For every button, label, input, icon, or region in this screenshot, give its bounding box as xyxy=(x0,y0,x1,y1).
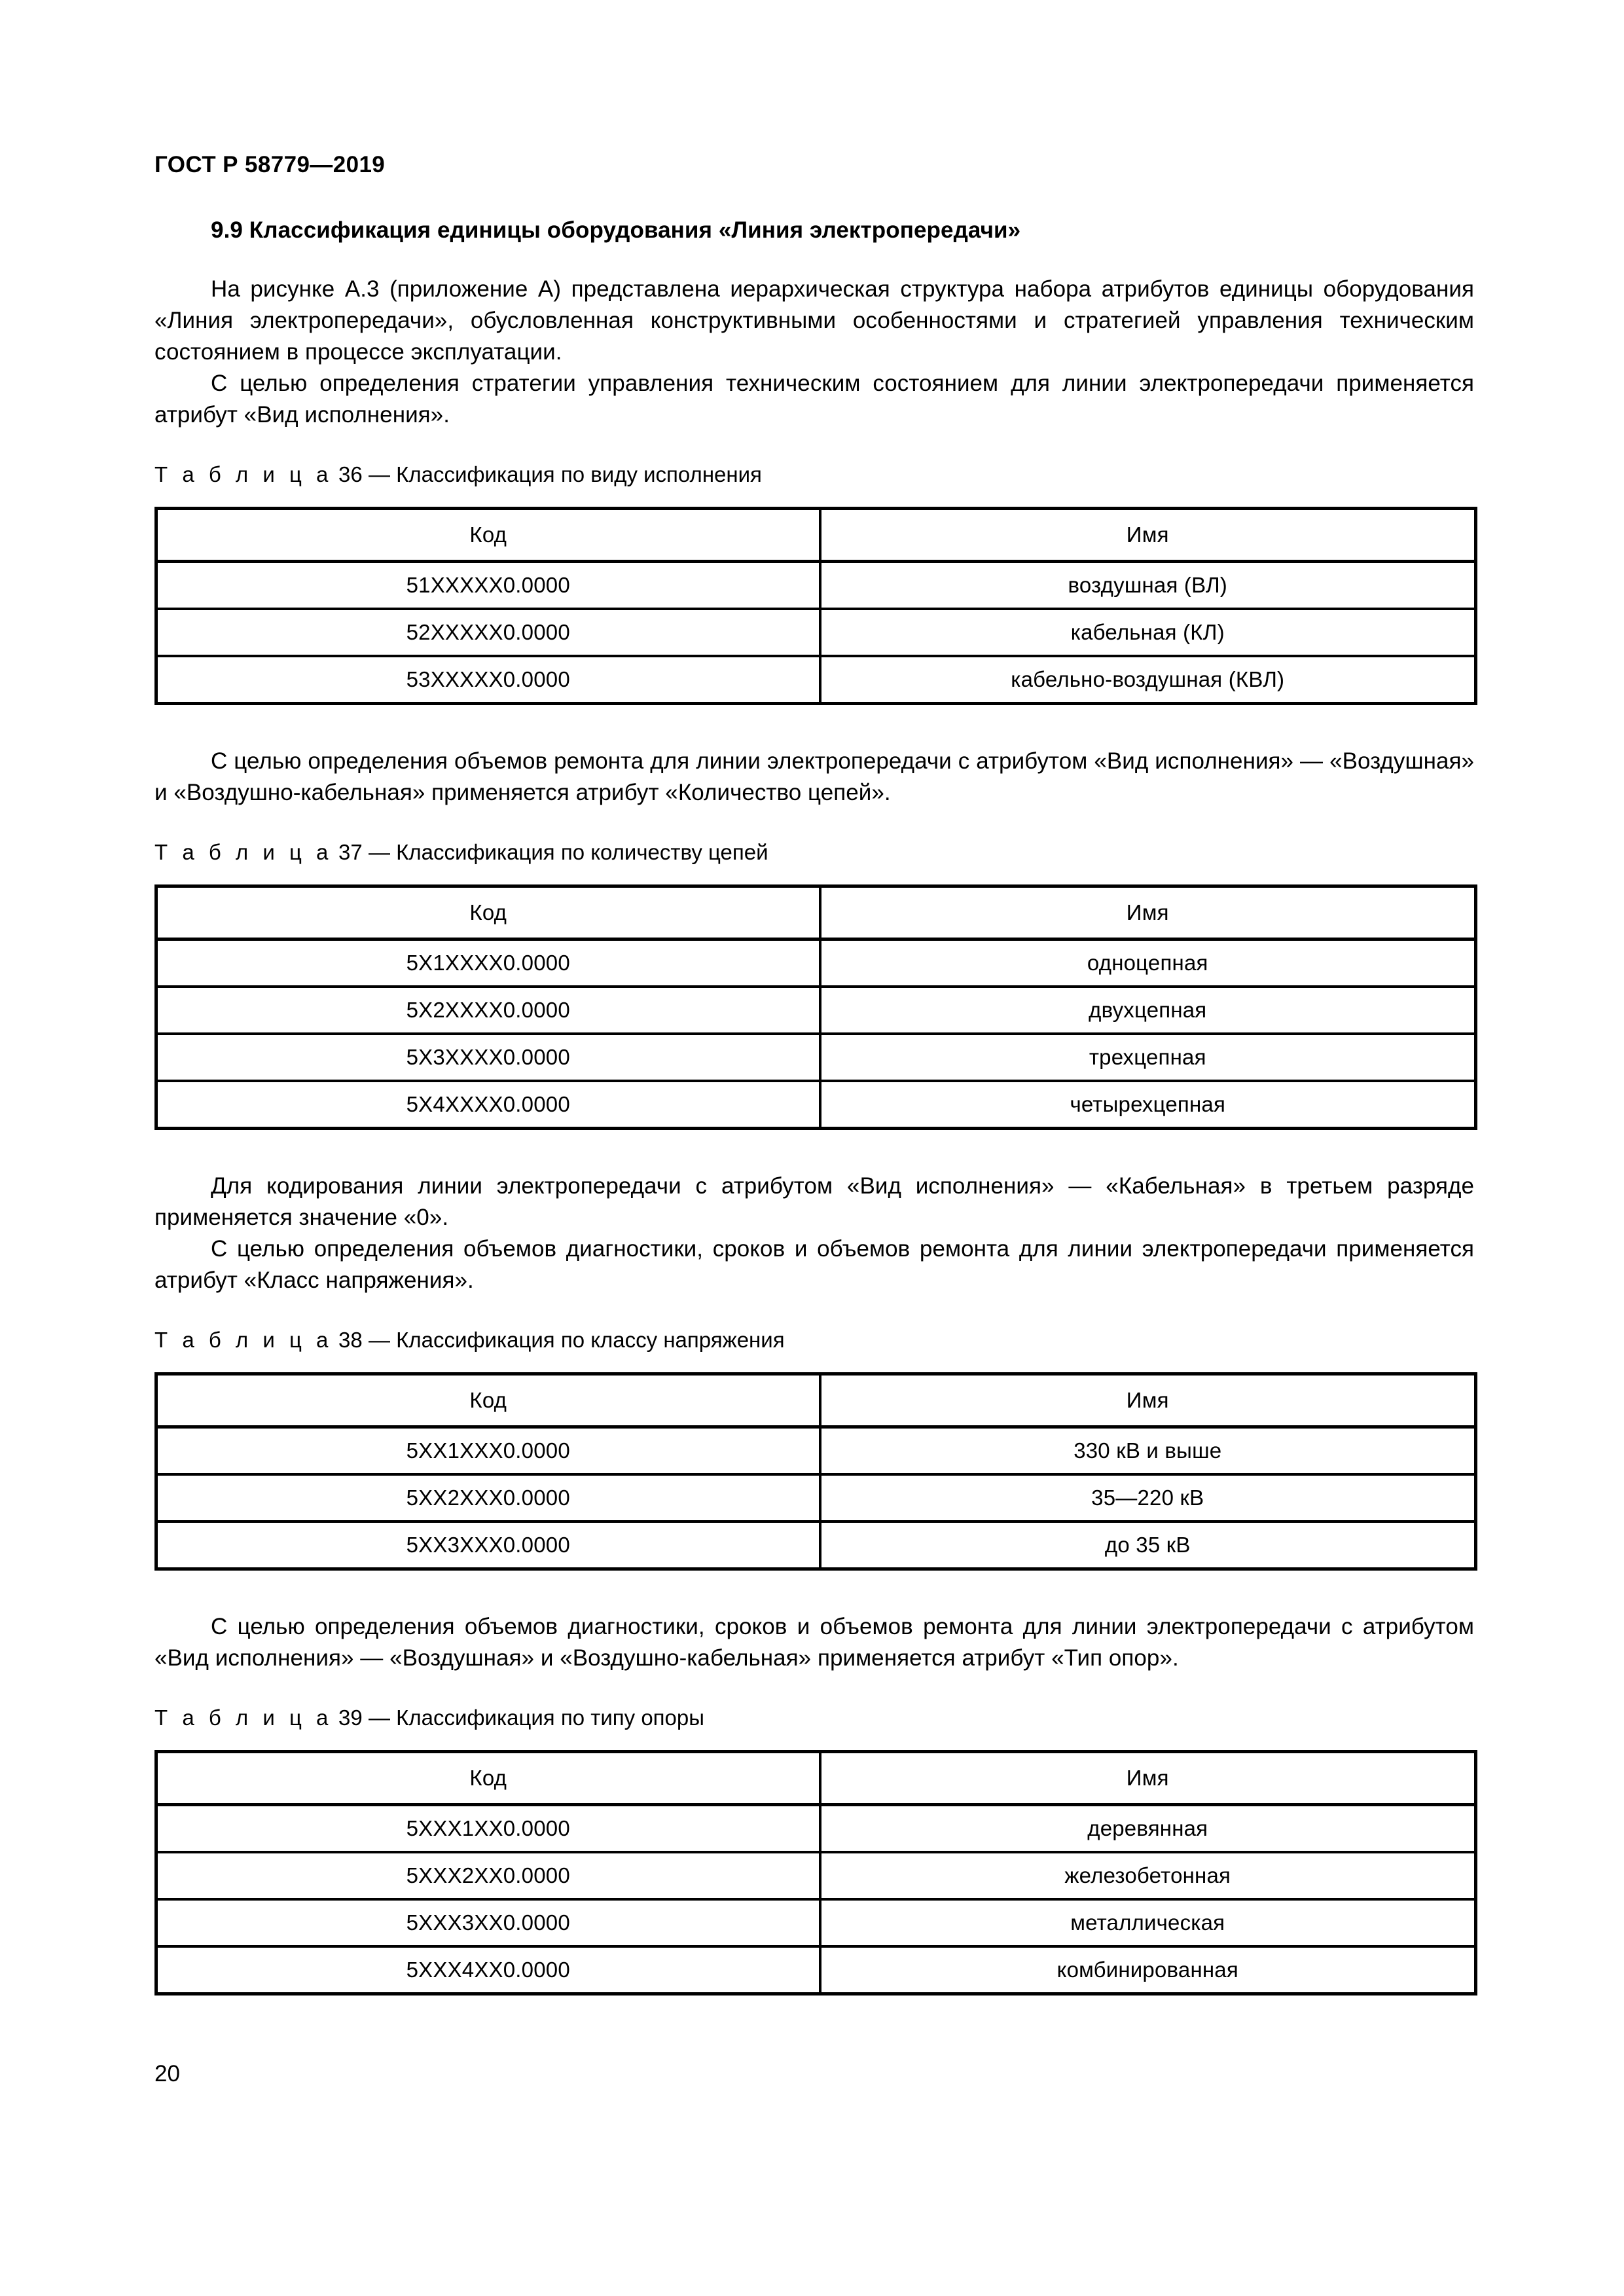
table-caption-number: 36 xyxy=(338,462,363,486)
column-header-name: Имя xyxy=(820,508,1476,561)
cell-code: 52XXXXX0.0000 xyxy=(156,609,820,656)
paragraph-5: С целью определения объемов диагностики, сроков и объемов ремонта для линии электропередачи применяется атрибут «Класс напряжения». xyxy=(154,1235,1474,1293)
table-caption-label: Т а б л и ц а xyxy=(154,462,333,486)
table-caption-title: Классификация по типу опоры xyxy=(396,1705,704,1730)
table-caption-38 xyxy=(154,1326,1474,1354)
table-36 xyxy=(154,507,1477,705)
table-row xyxy=(156,939,1476,987)
cell-code: 5XXX2XX0.0000 xyxy=(156,1852,820,1899)
table-caption-number: 38 xyxy=(338,1327,363,1352)
paragraph-2: С целью определения стратегии управления техническим состоянием для линии электропередачи применяется атрибут «Вид исполнения». xyxy=(154,370,1474,428)
cell-code: 5X4XXXX0.0000 xyxy=(156,1081,820,1129)
section-heading-9-9: 9.9 Классификация единицы оборудования «Линия электропередачи» xyxy=(211,217,1021,243)
cell-code: 5XXX1XX0.0000 xyxy=(156,1804,820,1852)
cell-name: четырехцепная xyxy=(820,1081,1476,1129)
spacer xyxy=(154,866,1474,884)
cell-name: кабельная (КЛ) xyxy=(820,609,1476,656)
spacer xyxy=(154,1674,1474,1704)
cell-name: трехцепная xyxy=(820,1034,1476,1081)
table-caption-number: 39 xyxy=(338,1705,363,1730)
cell-code: 53XXXXX0.0000 xyxy=(156,656,820,704)
table-header-row xyxy=(156,1374,1476,1427)
paragraph-4: Для кодирования линии электропередачи с атрибутом «Вид исполнения» — «Кабельная» в третьем разряде применяется значение «0». xyxy=(154,1173,1474,1230)
paragraph-1: На рисунке А.3 (приложение А) представлена иерархическая структура набора атрибутов единицы оборудования «Линия электропередачи», обусловленная конструктивными особенностями и стратегией управления техническим состоянием в процессе эксплуатации. xyxy=(154,276,1474,365)
spacer xyxy=(154,1130,1474,1171)
spacer xyxy=(154,488,1474,507)
table-caption-label: Т а б л и ц а xyxy=(154,839,333,864)
table-row xyxy=(156,1522,1476,1569)
column-header-code: Код xyxy=(156,1374,820,1427)
table-caption-dash: — xyxy=(368,1327,390,1352)
cell-code: 5X1XXXX0.0000 xyxy=(156,939,820,987)
cell-name: воздушная (ВЛ) xyxy=(820,561,1476,609)
table-row xyxy=(156,656,1476,704)
spacer xyxy=(154,431,1474,461)
table-39 xyxy=(154,1750,1477,1995)
table-caption-dash: — xyxy=(368,839,390,864)
table-row xyxy=(156,1804,1476,1852)
table-row xyxy=(156,1034,1476,1081)
table-caption-39 xyxy=(154,1704,1474,1732)
table-row xyxy=(156,561,1476,609)
spacer xyxy=(154,1296,1474,1326)
table-caption-dash: — xyxy=(368,1705,390,1730)
table-caption-36 xyxy=(154,461,1474,488)
cell-code: 5XXX3XX0.0000 xyxy=(156,1899,820,1946)
table-38 xyxy=(154,1372,1477,1571)
column-header-name: Имя xyxy=(820,886,1476,939)
table-caption-label: Т а б л и ц а xyxy=(154,1327,333,1352)
table-header-row xyxy=(156,508,1476,561)
table-row xyxy=(156,987,1476,1034)
paragraph-6: С целью определения объемов диагностики, сроков и объемов ремонта для линии электропередачи с атрибутом «Вид исполнения» — «Воздушная» и «Воздушно-кабельная» применяется атрибут «Тип опор». xyxy=(154,1613,1474,1671)
cell-code: 5XX3XXX0.0000 xyxy=(156,1522,820,1569)
table-37 xyxy=(154,884,1477,1130)
cell-code: 51XXXXX0.0000 xyxy=(156,561,820,609)
spacer xyxy=(154,1732,1474,1750)
table-row xyxy=(156,1899,1476,1946)
column-header-name: Имя xyxy=(820,1374,1476,1427)
table-header-row xyxy=(156,886,1476,939)
page-content xyxy=(154,216,1474,1995)
table-row xyxy=(156,1852,1476,1899)
column-header-code: Код xyxy=(156,1751,820,1804)
page-number: 20 xyxy=(154,2061,180,2086)
cell-code: 5XX1XXX0.0000 xyxy=(156,1427,820,1474)
column-header-code: Код xyxy=(156,886,820,939)
cell-name: одноцепная xyxy=(820,939,1476,987)
cell-code: 5X3XXXX0.0000 xyxy=(156,1034,820,1081)
table-row xyxy=(156,1474,1476,1522)
cell-name: железобетонная xyxy=(820,1852,1476,1899)
table-row xyxy=(156,609,1476,656)
cell-name: металлическая xyxy=(820,1899,1476,1946)
table-row xyxy=(156,1946,1476,1994)
cell-code: 5XX2XXX0.0000 xyxy=(156,1474,820,1522)
running-head-standard-number: ГОСТ Р 58779—2019 xyxy=(154,152,386,177)
spacer xyxy=(154,809,1474,839)
cell-name: деревянная xyxy=(820,1804,1476,1852)
table-row xyxy=(156,1427,1476,1474)
cell-code: 5XXX4XX0.0000 xyxy=(156,1946,820,1994)
table-caption-dash: — xyxy=(368,462,390,486)
cell-name: 35—220 кВ xyxy=(820,1474,1476,1522)
table-caption-37 xyxy=(154,839,1474,866)
table-caption-title: Классификация по количеству цепей xyxy=(396,839,768,864)
table-header-row xyxy=(156,1751,1476,1804)
paragraph-3: С целью определения объемов ремонта для линии электропередачи с атрибутом «Вид исполнения» — «Воздушная» и «Воздушно-кабельная» применяется атрибут «Количество цепей». xyxy=(154,748,1474,805)
cell-name: 330 кВ и выше xyxy=(820,1427,1476,1474)
spacer xyxy=(154,705,1474,746)
cell-name: двухцепная xyxy=(820,987,1476,1034)
cell-name: кабельно-воздушная (КВЛ) xyxy=(820,656,1476,704)
cell-name: комбинированная xyxy=(820,1946,1476,1994)
cell-name: до 35 кВ xyxy=(820,1522,1476,1569)
table-caption-title: Классификация по виду исполнения xyxy=(396,462,762,486)
table-caption-number: 37 xyxy=(338,839,363,864)
cell-code: 5X2XXXX0.0000 xyxy=(156,987,820,1034)
table-caption-title: Классификация по классу напряжения xyxy=(396,1327,785,1352)
table-row xyxy=(156,1081,1476,1129)
table-caption-label: Т а б л и ц а xyxy=(154,1705,333,1730)
spacer xyxy=(154,1354,1474,1372)
column-header-code: Код xyxy=(156,508,820,561)
spacer xyxy=(154,1571,1474,1611)
column-header-name: Имя xyxy=(820,1751,1476,1804)
